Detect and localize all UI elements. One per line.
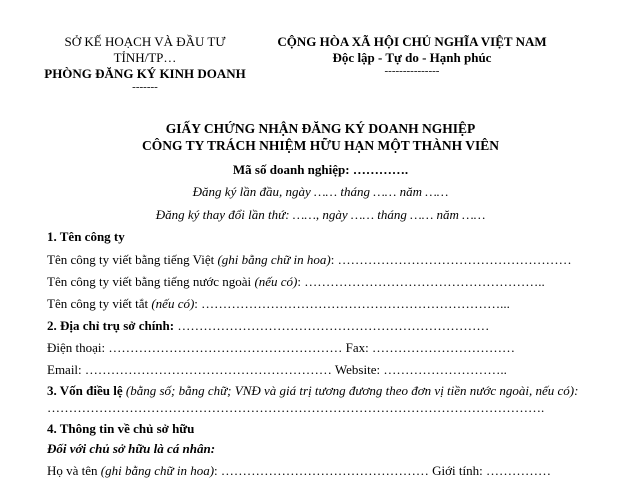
company-type: CÔNG TY TRÁCH NHIỆM HỮU HẠN MỘT THÀNH VIÊN	[141, 138, 500, 153]
owner-name-note: (ghi bằng chữ in hoa)	[100, 463, 215, 478]
section-2-heading: 2. Địa chỉ trụ sở chính:	[47, 318, 175, 333]
right-divider: ---------------	[384, 65, 440, 77]
company-name-vn-dots: : ………………………………………………	[330, 252, 572, 267]
section-4-heading: 4. Thông tin về chủ sở hữu	[47, 421, 195, 436]
company-name-foreign-row	[47, 274, 545, 290]
province-line: TỈNH/TP…	[113, 50, 177, 65]
email-website-row: Email: ………………………………………………… Website: ………………………..	[47, 362, 507, 377]
section-3-note: (bằng số; bằng chữ; VNĐ và giá trị tương đương theo đơn vị tiền nước ngoài, nếu có):	[122, 383, 579, 398]
section-2-row	[47, 318, 489, 334]
company-short-name-note: (nếu có)	[151, 296, 195, 311]
owner-name-label: Họ và tên	[47, 463, 101, 478]
change-registration: Đăng ký thay đổi lần thứ: ……, ngày …… tháng …… năm ……	[155, 207, 486, 222]
section-2-dots: ………………………………………………………………	[174, 318, 490, 333]
owner-name-row	[47, 463, 551, 479]
company-name-foreign-dots: : ………………………………………………..	[297, 274, 545, 289]
company-name-vn-row	[47, 252, 572, 268]
office-name: PHÒNG ĐĂNG KÝ KINH DOANH	[44, 66, 246, 81]
company-name-foreign-label: Tên công ty viết bằng tiếng nước ngoài	[47, 274, 255, 289]
motto: Độc lập - Tự do - Hạnh phúc	[332, 50, 492, 65]
company-short-name-label: Tên công ty viết tắt	[47, 296, 152, 311]
agency-name: SỞ KẾ HOẠCH VÀ ĐẦU TƯ	[64, 34, 226, 49]
company-name-foreign-note: (nếu có)	[254, 274, 298, 289]
company-name-vn-note: (ghi bằng chữ in hoa)	[217, 252, 331, 267]
section-3-heading: 3. Vốn điều lệ	[47, 383, 123, 398]
company-short-name-dots: : ……………………………………………………………...	[194, 296, 510, 311]
left-divider: -------	[132, 81, 158, 93]
section-4-subheading: Đối với chủ sở hữu là cá nhân:	[47, 441, 216, 456]
company-short-name-row	[47, 296, 510, 312]
country-name: CỘNG HÒA XÃ HỘI CHỦ NGHĨA VIỆT NAM	[277, 34, 547, 49]
phone-fax-row: Điện thoại: ……………………………………………… Fax: ……………………………	[47, 340, 515, 355]
section-3-row	[47, 383, 578, 399]
document-title: GIẤY CHỨNG NHẬN ĐĂNG KÝ DOANH NGHIỆP	[165, 121, 476, 136]
section-3-dots: …………………………………………………………………………………………………….	[47, 400, 545, 415]
owner-name-dots: : ………………………………………… Giới tính: ……………	[214, 463, 551, 478]
first-registration: Đăng ký lần đầu, ngày …… tháng …… năm ……	[192, 184, 449, 199]
section-1-heading: 1. Tên công ty	[47, 229, 125, 244]
enterprise-code: Mã số doanh nghiệp: ………….	[232, 162, 409, 177]
company-name-vn-label: Tên công ty viết bằng tiếng Việt	[47, 252, 218, 267]
